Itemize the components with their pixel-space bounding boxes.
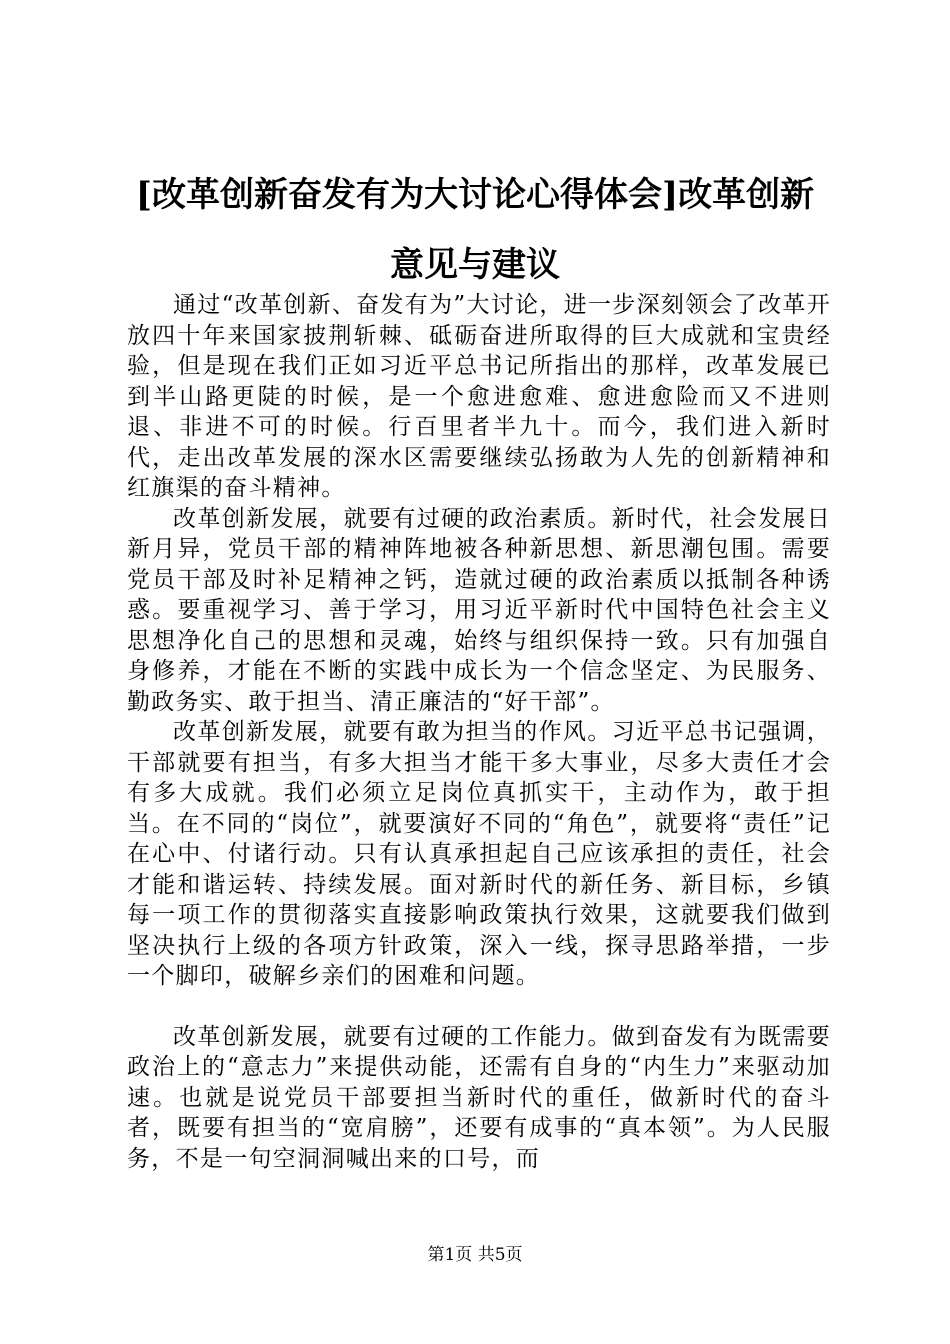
page-number-footer: 第1页 共5页	[427, 1245, 523, 1265]
paragraph-4: 改革创新发展，就要有过硬的工作能力。做到奋发有为既需要政治上的“意志力”来提供动能，还需有自身的“内生力”来驱动加速。也就是说党员干部要担当新时代的重任，做新时代的奋斗者，既要有担当的“宽肩膀”，还要有成事的“真本领”。为人民服务，不是一句空洞洞喊出来的口号，而	[127, 1023, 831, 1172]
paragraph-gap	[127, 992, 831, 1022]
document-body	[127, 290, 831, 1174]
document-title: [改革创新奋发有为大讨论心得体会]改革创新意见与建议	[135, 175, 815, 285]
paragraph-2: 改革创新发展，就要有过硬的政治素质。新时代，社会发展日新月异，党员干部的精神阵地被各种新思想、新思潮包围。需要党员干部及时补足精神之钙，造就过硬的政治素质以抵制各种诱惑。要重视学习、善于学习，用习近平新时代中国特色社会主义思想净化自己的思想和灵魂，始终与组织保持一致。只有加强自身修养，才能在不断的实践中成长为一个信念坚定、为民服务、勤政务实、敢于担当、清正廉洁的“好干部”。	[127, 505, 831, 715]
paragraph-3: 改革创新发展，就要有敢为担当的作风。习近平总书记强调，干部就要有担当，有多大担当才能干多大事业，尽多大责任才会有多大成就。我们必须立足岗位真抓实干，主动作为，敢于担当。在不同的“岗位”，就要演好不同的“角色”，就要将“责任”记在心中、付诸行动。只有认真承担起自己应该承担的责任，社会才能和谐运转、持续发展。面对新时代的新任务、新目标，乡镇每一项工作的贯彻落实直接影响政策执行效果，这就要我们做到坚决执行上级的各项方针政策，深入一线，探寻思路举措，一步一个脚印，破解乡亲们的困难和问题。	[127, 719, 831, 989]
paragraph-1: 通过“改革创新、奋发有为”大讨论，进一步深刻领会了改革开放四十年来国家披荆斩棘、砥砺奋进所取得的巨大成就和宝贵经验，但是现在我们正如习近平总书记所指出的那样，改革发展已到半山路更陡的时候，是一个愈进愈难、愈进愈险而又不进则退、非进不可的时候。行百里者半九十。而今，我们进入新时代，走出改革发展的深水区需要继续弘扬敢为人先的创新精神和红旗渠的奋斗精神。	[127, 292, 831, 501]
